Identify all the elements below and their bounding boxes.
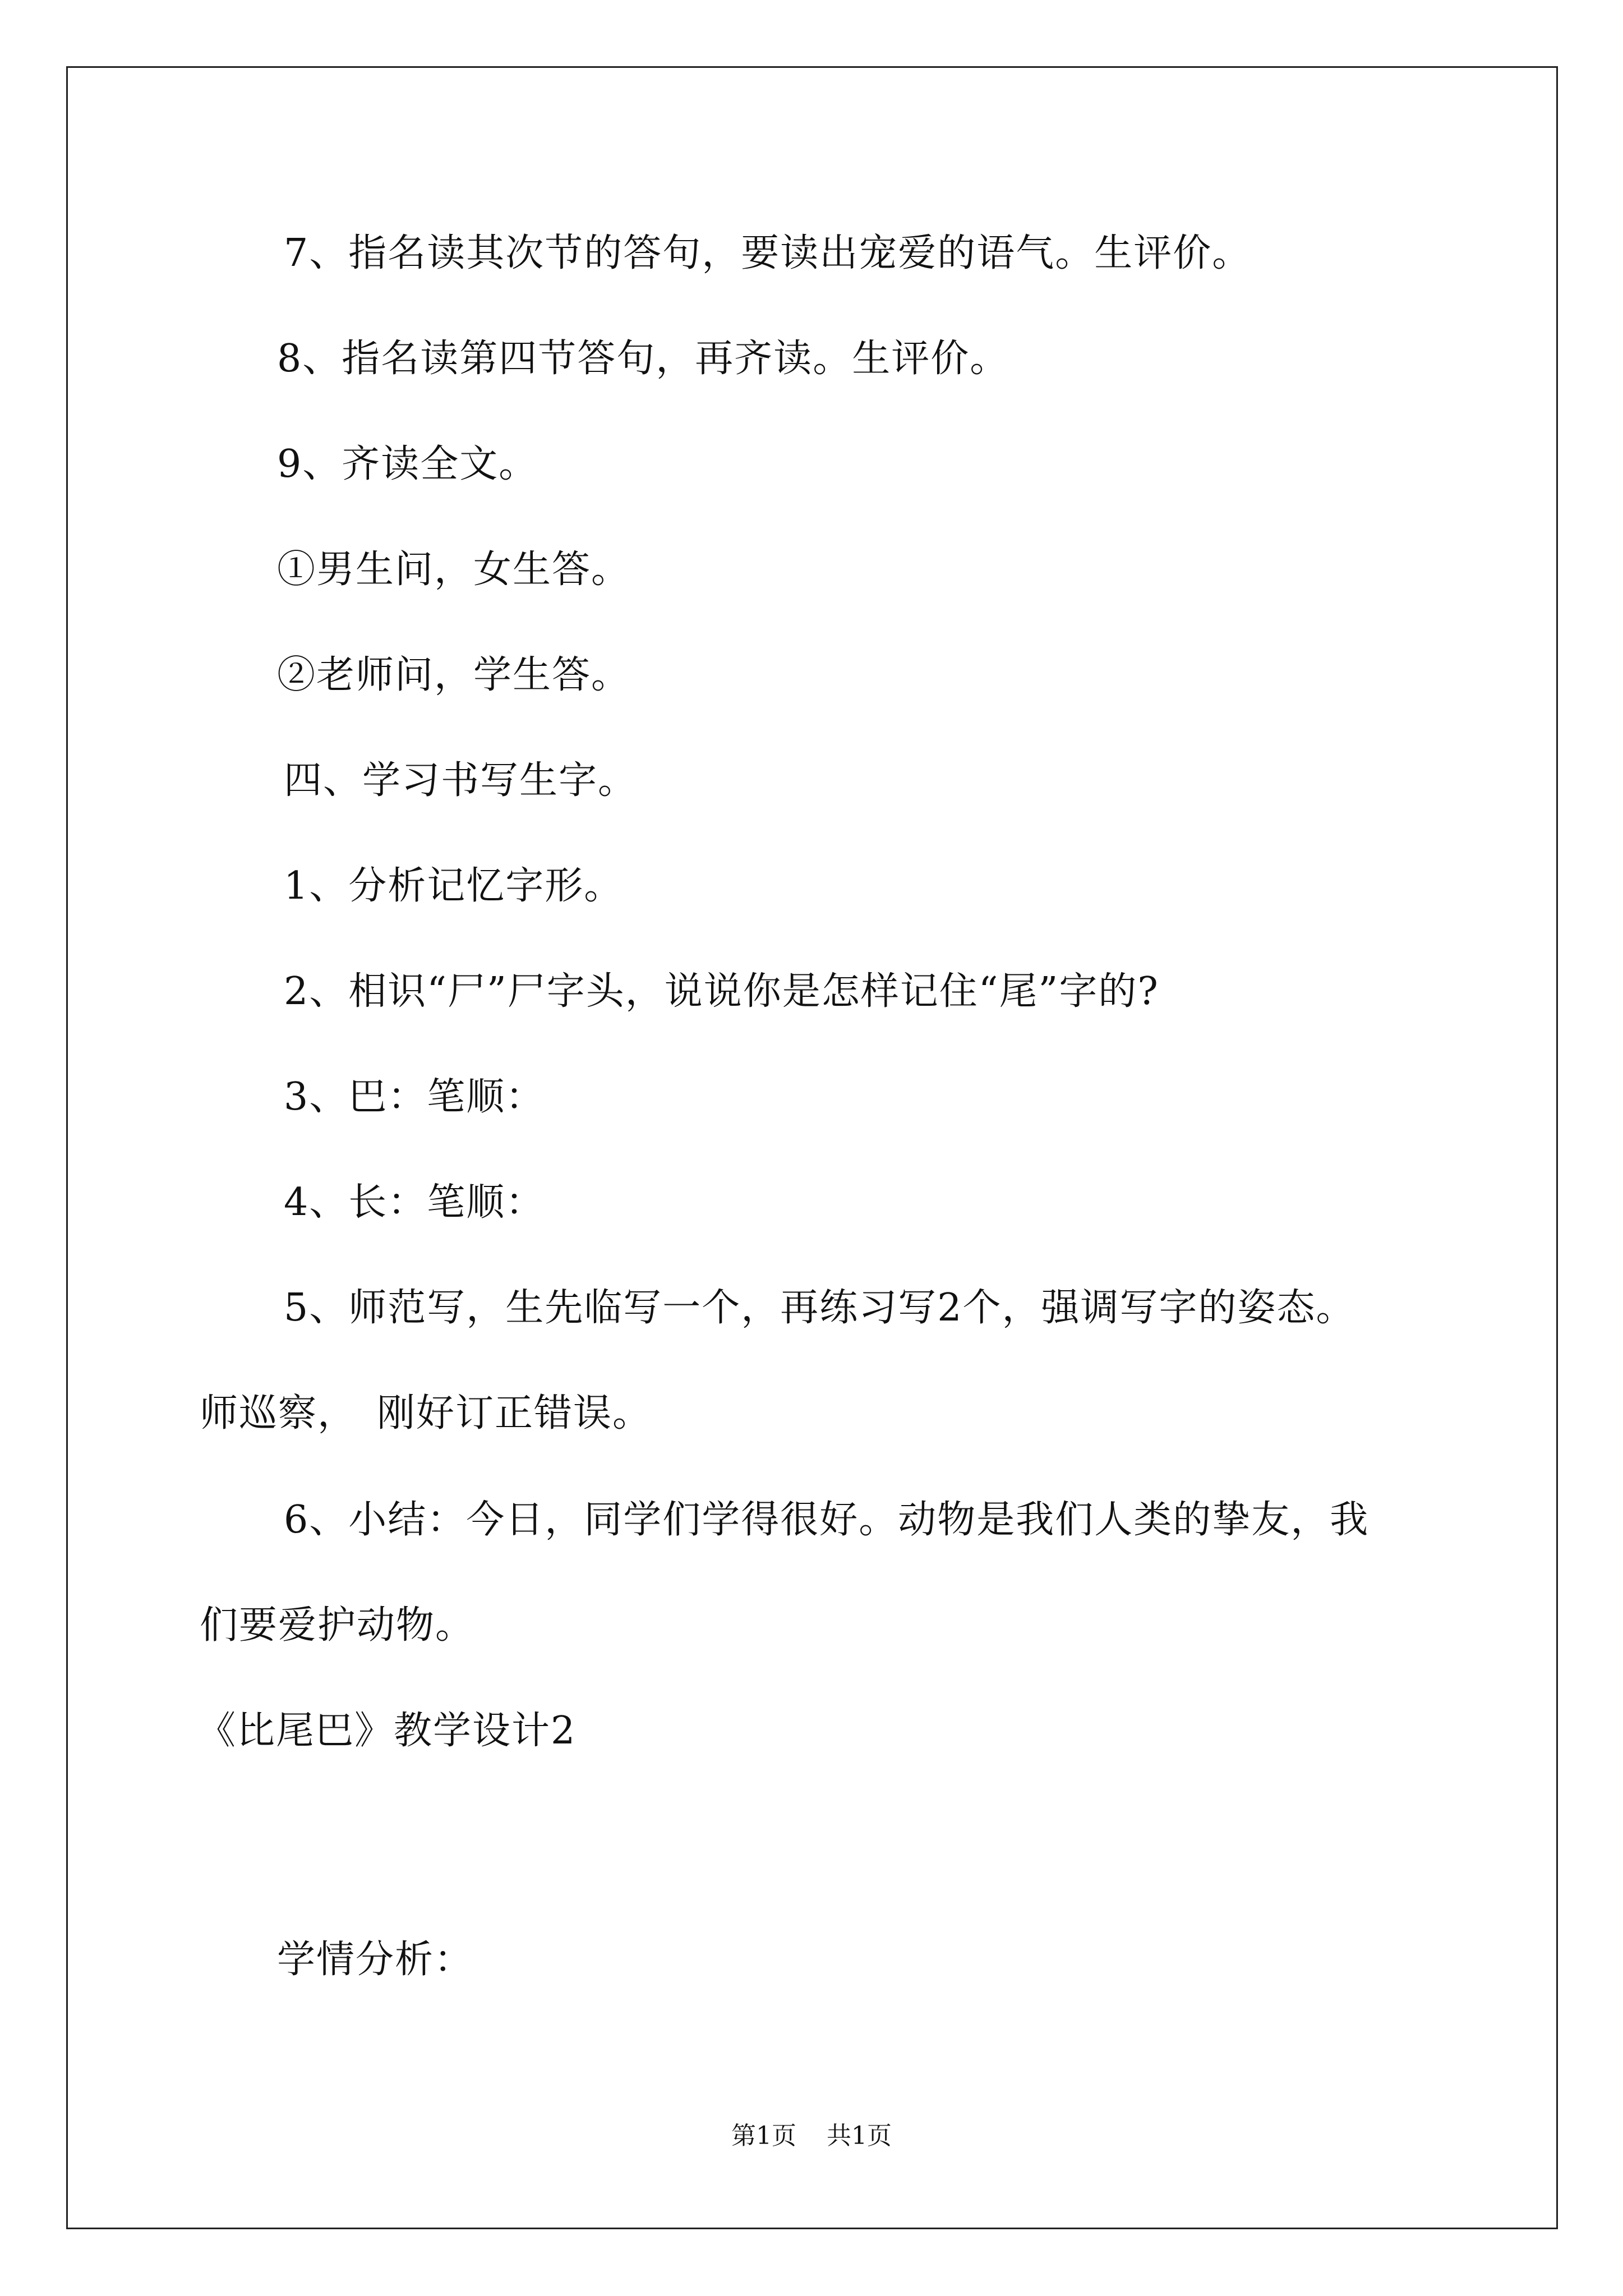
- text-line-2: 2、相识“尸”尸字头，说说你是怎样记住“尾”字的?: [284, 969, 1159, 1014]
- text-line-8: 8、指名读第四节答句，再齐读。生评价。: [277, 337, 1009, 381]
- text-line-4: 4、长：笔顺：: [284, 1180, 545, 1225]
- text-line-7: 7、指名读其次节的答句，要读出宠爱的语气。生评价。: [284, 231, 1252, 275]
- text-line-5-continued: 师巡察， 刚好订正错误。: [200, 1391, 652, 1435]
- page-total: 共1页: [827, 2122, 892, 2150]
- text-line-6: 6、小结：今日，同学们学得很好。动物是我们人类的挚友，我: [284, 1498, 1370, 1542]
- text-line-1: 1、分析记忆字形。: [284, 864, 624, 908]
- page-border: [66, 66, 1558, 2229]
- document-title: 《比尾巴》教学设计2: [197, 1709, 577, 1753]
- section-heading-four: 四、学习书写生字。: [284, 758, 638, 803]
- text-line-3: 3、巴：笔顺：: [284, 1075, 545, 1119]
- page-footer: [0, 2120, 1623, 2152]
- page-current: 第1页: [731, 2122, 796, 2150]
- text-line-teacher-ask: ②老师问，学生答。: [277, 653, 631, 697]
- text-line-boys-ask: ①男生问，女生答。: [277, 547, 631, 592]
- text-line-5: 5、师范写，生先临写一个，再练习写2个，强调写字的姿态。: [284, 1286, 1355, 1330]
- text-line-6-continued: 们要爱护动物。: [200, 1603, 475, 1648]
- text-line-9: 9、齐读全文。: [277, 442, 538, 486]
- section-heading-analysis: 学情分析：: [277, 1938, 474, 1982]
